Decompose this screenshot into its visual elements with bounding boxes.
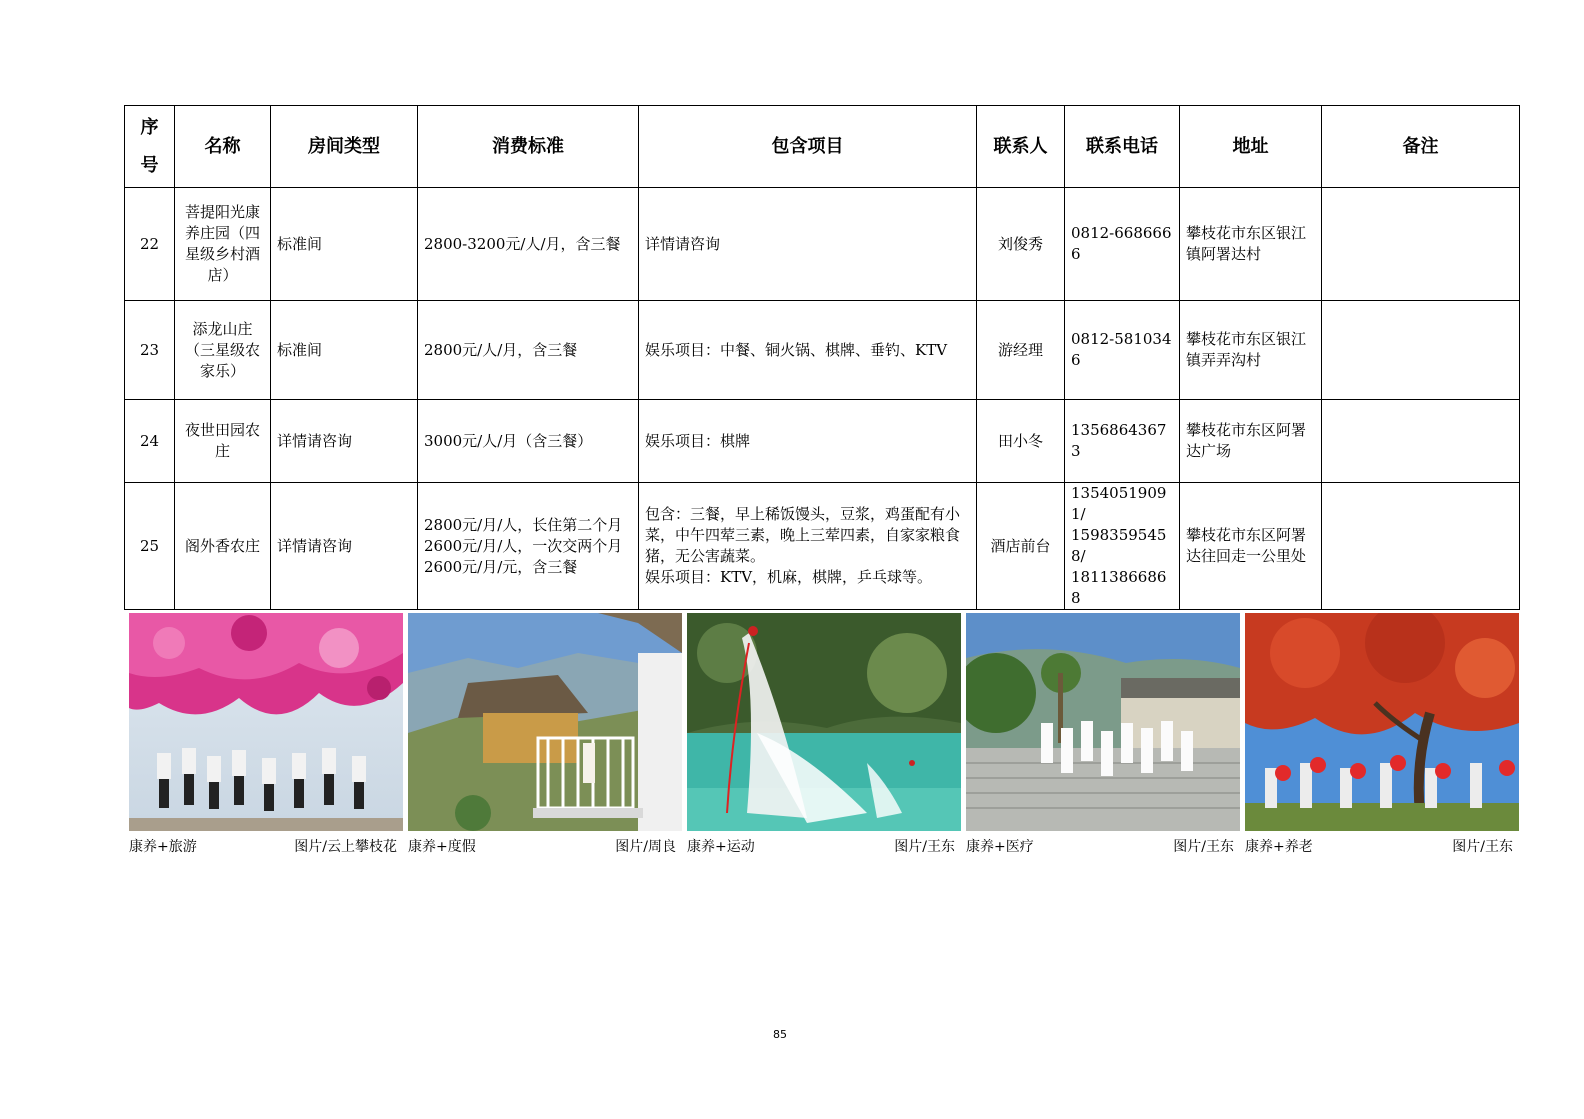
cell-included: 娱乐项目：中餐、铜火锅、棋牌、垂钓、KTV — [639, 301, 977, 400]
photo-sports-image — [687, 613, 961, 831]
caption-label: 康养+旅游 — [129, 839, 197, 855]
header-phone: 联系电话 — [1065, 106, 1180, 188]
page-number: 85 — [773, 1028, 787, 1041]
cell-remarks — [1322, 400, 1520, 483]
caption-credit: 图片/周良 — [615, 839, 676, 855]
cell-room-type: 标准间 — [271, 301, 418, 400]
header-remarks: 备注 — [1322, 106, 1520, 188]
caption-credit: 图片/王东 — [1452, 839, 1513, 855]
cell-address: 攀枝花市东区阿署达往回走一公里处 — [1180, 483, 1322, 610]
photo-caption — [687, 837, 955, 857]
header-seq: 序 号 — [125, 106, 175, 188]
cell-seq: 24 — [125, 400, 175, 483]
header-contact: 联系人 — [977, 106, 1065, 188]
table-row — [125, 188, 1520, 301]
cell-name: 阁外香农庄 — [175, 483, 271, 610]
cell-address: 攀枝花市东区阿署达广场 — [1180, 400, 1322, 483]
caption-label: 康养+医疗 — [966, 839, 1034, 855]
caption-label: 康养+运动 — [687, 839, 755, 855]
header-address: 地址 — [1180, 106, 1322, 188]
table-header-row — [125, 106, 1520, 188]
caption-label: 康养+度假 — [408, 839, 476, 855]
header-name: 名称 — [175, 106, 271, 188]
photo-caption — [129, 837, 397, 857]
cell-phone: 13568643673 — [1065, 400, 1180, 483]
caption-credit: 图片/王东 — [1173, 839, 1234, 855]
cell-room-type: 详情请咨询 — [271, 483, 418, 610]
photo-elderly-care-image — [1245, 613, 1519, 831]
photo-vacation-image — [408, 613, 682, 831]
cell-remarks — [1322, 301, 1520, 400]
cell-included: 娱乐项目：棋牌 — [639, 400, 977, 483]
cell-name: 夜世田园农庄 — [175, 400, 271, 483]
cell-price: 2800元/月/人，长住第二个月 2600元/月/人，一次交两个月 2600元/月/元，含三餐 — [418, 483, 639, 610]
cell-contact: 游经理 — [977, 301, 1065, 400]
photo-medical-image — [966, 613, 1240, 831]
table-row — [125, 483, 1520, 610]
cell-contact: 田小冬 — [977, 400, 1065, 483]
cell-phone: 0812-5810346 — [1065, 301, 1180, 400]
photo-caption — [1245, 837, 1513, 857]
header-price: 消费标准 — [418, 106, 639, 188]
cell-included: 包含：三餐，早上稀饭馒头，豆浆，鸡蛋配有小菜，中午四荤三素，晚上三荤四素，自家家粮食猪，无公害蔬菜。 娱乐项目：KTV，机麻，棋牌，乒乓球等。 — [639, 483, 977, 610]
cell-phone: 0812-6686666 — [1065, 188, 1180, 301]
cell-room-type: 标准间 — [271, 188, 418, 301]
photo-tourism — [129, 613, 403, 831]
cell-price: 3000元/人/月（含三餐） — [418, 400, 639, 483]
cell-seq: 25 — [125, 483, 175, 610]
header-room-type: 房间类型 — [271, 106, 418, 188]
caption-credit: 图片/云上攀枝花 — [294, 839, 397, 855]
table-row — [125, 400, 1520, 483]
cell-phone: 13540519091/ 15983595458/ 18113866868 — [1065, 483, 1180, 610]
photo-medical — [966, 613, 1240, 831]
cell-address: 攀枝花市东区银江镇弄弄沟村 — [1180, 301, 1322, 400]
cell-address: 攀枝花市东区银江镇阿署达村 — [1180, 188, 1322, 301]
cell-remarks — [1322, 483, 1520, 610]
cell-contact: 酒店前台 — [977, 483, 1065, 610]
table-row — [125, 301, 1520, 400]
photo-vacation — [408, 613, 682, 831]
photo-tourism-image — [129, 613, 403, 831]
photo-caption — [408, 837, 676, 857]
cell-price: 2800-3200元/人/月，含三餐 — [418, 188, 639, 301]
caption-credit: 图片/王东 — [894, 839, 955, 855]
caption-label: 康养+养老 — [1245, 839, 1313, 855]
cell-remarks — [1322, 188, 1520, 301]
cell-included: 详情请咨询 — [639, 188, 977, 301]
cell-name: 菩提阳光康养庄园（四星级乡村酒店） — [175, 188, 271, 301]
photo-caption — [966, 837, 1234, 857]
cell-room-type: 详情请咨询 — [271, 400, 418, 483]
photo-sports — [687, 613, 961, 831]
facility-table — [124, 105, 1520, 610]
cell-name: 添龙山庄（三星级农家乐） — [175, 301, 271, 400]
cell-price: 2800元/人/月，含三餐 — [418, 301, 639, 400]
cell-contact: 刘俊秀 — [977, 188, 1065, 301]
header-included: 包含项目 — [639, 106, 977, 188]
cell-seq: 22 — [125, 188, 175, 301]
photo-elderly-care — [1245, 613, 1519, 831]
cell-seq: 23 — [125, 301, 175, 400]
